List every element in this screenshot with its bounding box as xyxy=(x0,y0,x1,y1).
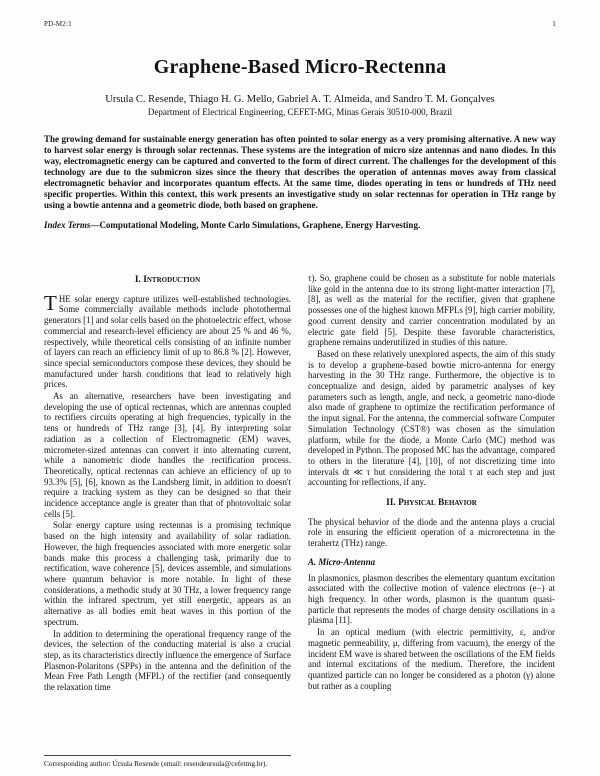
drop-cap: T xyxy=(44,290,57,315)
corresponding-author-footnote: Corresponding author: Úrsula Resende (email: resendeursula@cefetmg.br). xyxy=(44,755,291,768)
page-number: 1 xyxy=(552,20,556,28)
two-column-body xyxy=(44,273,556,694)
paragraph-intro-4: In addition to determining the operational frequency range of the devices, the selection of the conducting material is also a crucial step, as its characteristics directly influence the emergence of Surface Plasmon-Polaritons (SPPs) in the antenna and the definition of the Mean Free Path Length (MFPL) of the rectifier (and consequently the relaxation time xyxy=(44,628,291,693)
right-column xyxy=(308,273,555,694)
subsection-heading-micro-antenna: A. Micro-Antenna xyxy=(308,556,376,567)
paragraph-continuation-2: Based on these relatively unexplored aspects, the aim of this study is to develop a graphene-based bowtie micro-antenna for energy harvesting in the 30 THz range. Furthermore, the objective is to conceptualize and design, aided by parametric analyses of key parameters such as length, angle, and neck, a geometric nano-diode also made of graphene to optimize the rectification performance of the input signal. For the antenna, the commercial software Computer Simulation Technology (CST®) was chosen as the simulation platform, while for the diode, a Monte Carlo (MC) method was developed in Python. The proposed MC has the advantage, compared to others in the literature [4], [10], of not discretizing time into intervals dt ≪ τ but considering the total τ at each step and just accounting for reflections, if any. xyxy=(308,348,555,488)
paragraph-physical-1: The physical behavior of the diode and the antenna plays a crucial role in ensuring the efficient operation of a microrectenna in the terahertz (THz) range. xyxy=(308,516,555,549)
paragraph-intro-2: As an alternative, researchers have been investigating and developing the use of optical rectennas, which are antennas coupled to rectifiers circuits operating at high frequencies, typically in the tens or hundreds of THz range [3], [4]. By interpreting solar radiation as a collection of Electromagnetic (EM) waves, micrometer-sized antennas can convert it into alternating current, while a nanometric diode handles the rectification process. Theoretically, optical rectennas can achieve an efficiency of up to 93.3% [5], [6], known as the Landsberg limit, in addition to doesn't require a tracking system as they can be designed so that their incidence acceptance angle is greater than that of photovoltaic solar cells [5]. xyxy=(44,391,291,519)
paragraph-plasmon-2: In an optical medium (with electric permittivity, ε, and/or magnetic permeability, μ, differing from vacuum), the energy of the incident EM wave is shared between the oscillations of the EM fields and internal excitations of the medium. Therefore, the incident quantized particle can no longer be considered as a photon (γ) alone but rather as a coupling xyxy=(308,627,555,691)
running-header xyxy=(44,20,556,28)
author-line: Ursula C. Resende, Thiago H. G. Mello, Gabriel A. T. Almeida, and Sandro T. M. Gonçalves xyxy=(105,94,495,105)
index-terms-line xyxy=(44,220,556,231)
paper-title: Graphene-Based Micro-Rectenna xyxy=(153,56,447,78)
index-terms-label: Index Terms xyxy=(44,220,91,230)
affiliation-line: Department of Electrical Engineering, CEFET-MG, Minas Gerais 30510-000, Brazil xyxy=(147,107,453,117)
abstract-paragraph: The growing demand for sustainable energy generation has often pointed to solar energy as a very promising alternative. A new way to harvest solar energy is through solar rectennas. These systems are the integration of micro size antennas and nano diodes. In this way, electromagnetic energy can be captured and converted to the form of direct current. The challenges for the development of this technology are due to the submicron sizes since the theory that describes the operation of antennas moves away from classical electromagnetic behavior and incorporates quantum effects. At the same time, diodes operating in tens or hundreds of THz need specific properties. Within this context, this work presents an investigative study on solar rectennas for operation in THz range by using a bowtie antenna and a geometric diode, both based on graphene. xyxy=(44,134,556,210)
paragraph-plasmon-1: In plasmonics, plasmon describes the elementary quantum excitation associated with the collective motion of valence electrons (e−) at high frequency. In other words, plasmon is the quantum quasi-particle that represents the modes of charge density oscillations in a plasma [11]. xyxy=(308,572,555,626)
paragraph-continuation-1: τ). So, graphene could be chosen as a substitute for noble materials like gold in the antenna due to its strong light-matter interaction [7], [8], as well as the material for the rectifier, given that graphene possesses one of the highest known MFPLs [9], high carrier mobility, good current density and carrier concentration modulated by an electric gate field [5]. Despite these favorable characteristics, graphene remains underutilized in studies of this nature. xyxy=(308,273,555,348)
left-column xyxy=(44,273,291,694)
section-heading-physical-behavior: II. Physical Behavior xyxy=(386,498,477,509)
section-heading-introduction: I. Introduction xyxy=(134,275,201,285)
paragraph-intro-3: Solar energy capture using rectennas is a promising technique based on the high intensity and availability of solar radiation. However, the high frequencies associated with more energetic solar bands make this process a challenging task, primarily due to rectification, wave coherence [5], devices assemble, and simulations where quantum behavior is more notable. In light of these considerations, a methodic study at 30 THz, a lower frequency range within the infrared spectrum, yet still energetic, appears as an alternative as all bodies emit heat waves in this portion of the spectrum. xyxy=(44,520,291,627)
index-terms-text: —Computational Modeling, Monte Carlo Simulations, Graphene, Energy Harvesting. xyxy=(90,220,421,230)
paragraph-intro-1-text: HE solar energy capture utilizes well-established technologies. Some commercially available methods include photothermal generators [1] and solar cells based on the photoelectric effect, whose commercial and research-level efficiency are about 25 % and 46 %, respectively, while theoretical cells consisting of an infinite number of layers can reach an efficiency limit of up to 86.8 % [2]. However, since special semiconductors compose these devices, they should be manufactured under harsh conditions that lead to relatively high prices. xyxy=(44,293,292,390)
running-header-journal-id: PD-M2:1 xyxy=(44,20,72,28)
paragraph-intro-1 xyxy=(44,290,292,390)
